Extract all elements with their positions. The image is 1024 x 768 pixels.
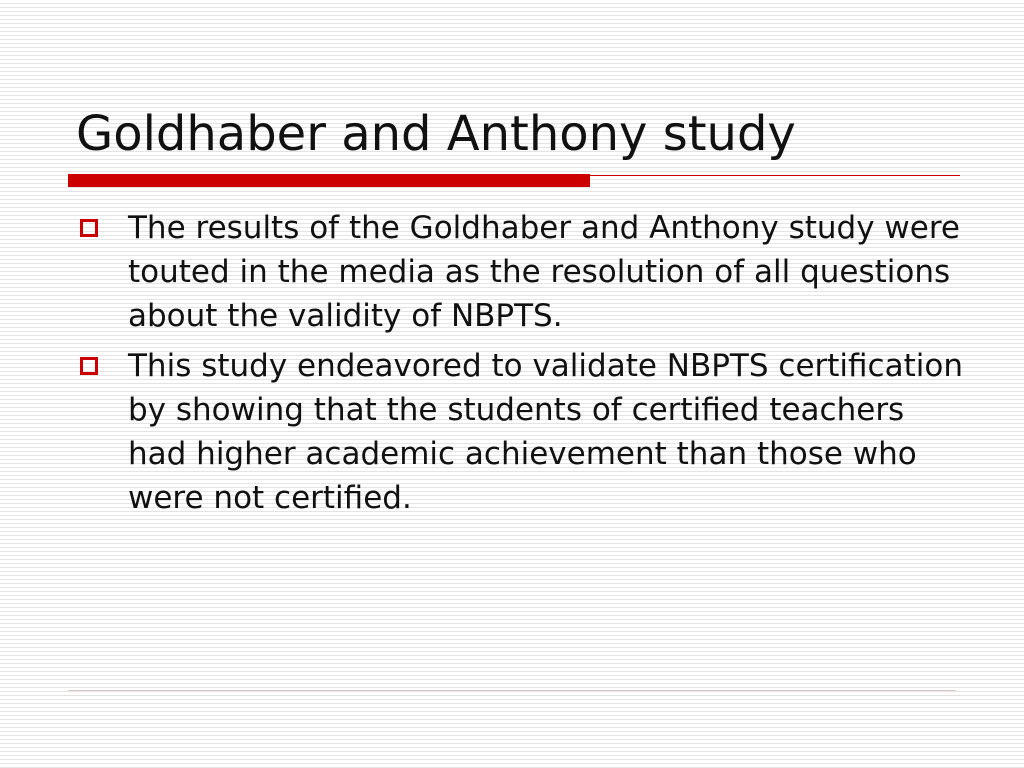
title-underline-thick [68, 174, 590, 187]
hollow-square-bullet-icon [80, 219, 98, 237]
slide-title: Goldhaber and Anthony study [76, 106, 796, 162]
bullet-item [76, 344, 966, 520]
hollow-square-bullet-icon [80, 357, 98, 375]
footer-divider [68, 690, 956, 691]
bullet-item [76, 206, 966, 338]
bullet-list [76, 206, 966, 526]
bullet-text: The results of the Goldhaber and Anthony study were touted in the media as the resolution of all questions about the validity of NBPTS. [128, 210, 960, 334]
bullet-text: This study endeavored to validate NBPTS certification by showing that the students of certified teachers had higher academic achievement than those who were not certified. [128, 348, 963, 516]
title-underline-thin [590, 175, 960, 176]
